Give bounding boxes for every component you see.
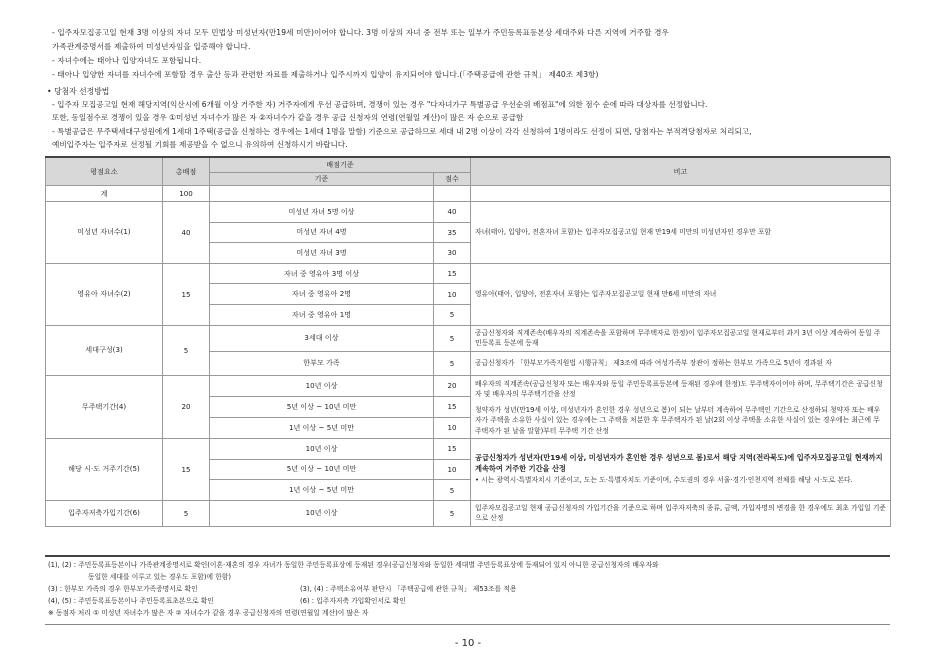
remark-paragraph-1: 배우자의 직계존속(공급신청자 또는 배우자와 동일 주민등록표등본에 등재된 경우에 한정)도 무주택자이어야 하며, 무주택기간은 공급신청자 및 배우자의 무주택기간을 산정 xyxy=(475,379,883,399)
total-cell: 20 xyxy=(163,375,210,439)
total-value: 100 xyxy=(163,186,210,202)
table-row xyxy=(46,375,891,396)
remark-cell: 공급신청자와 직계존속(배우자의 직계존속을 포함하며 무주택자로 한정)이 입주자모집공고일 현재로부터 과거 3년 이상 계속하여 동일 주민등록표 등본에 등재 xyxy=(471,325,891,351)
header-criteria-group: 배점기준 xyxy=(210,158,471,173)
intro-line-4: - 태아나 입양한 자녀를 자녀수에 포함할 경우 출산 등과 관련한 자료를 제출하거나 입주시까지 입양이 유지되어야 합니다.(「주택공급에 관한 규칙」 제40조 제3항) xyxy=(52,70,599,79)
remark-cell xyxy=(471,439,891,501)
criteria-cell: 자녀 중 영유아 3명 이상 xyxy=(210,263,434,284)
table-row-total xyxy=(46,186,891,202)
total-cell: 15 xyxy=(163,439,210,501)
table-top-border xyxy=(45,156,890,158)
score-cell: 5 xyxy=(434,480,471,501)
score-cell: 5 xyxy=(434,325,471,351)
selection-line-3: - 특별공급은 무주택세대구성원에게 1세대 1주택(공급을 신청하는 경우에는 1세대 1명을 말함) 기준으로 공급하므로 세대 내 2명 이상이 각각 신청하여 1명이라도 선정이 되면, 당첨자는 부적격당첨자로 처리되고, xyxy=(52,127,752,136)
footnote-3a: (4), (5) : 주민등록표등본이나 주민등록표초본으로 확인 xyxy=(48,597,214,605)
criteria-cell: 10년 이상 xyxy=(210,500,434,526)
remark-bold: 공급신청자가 성년자(만19세 이상, 미성년자가 혼인한 경우 성년으로 봄)로서 해당 지역(전라북도)에 입주자모집공고일 현재까지 계속하여 거주한 기간을 산정 xyxy=(475,453,883,473)
remark-cell: 자녀(태아, 입양아, 전혼자녀 포함)는 입주자모집공고일 현재 만19세 미만의 미성년자인 경우만 포함 xyxy=(471,202,891,264)
header-criteria: 기준 xyxy=(210,173,434,186)
score-cell: 5 xyxy=(434,304,471,325)
criteria-cell: 10년 이상 xyxy=(210,375,434,396)
priority-score-table xyxy=(45,157,891,527)
table-bottom-border xyxy=(45,555,890,557)
criteria-cell: 1년 이상 ~ 5년 미만 xyxy=(210,480,434,501)
remark-cell xyxy=(471,375,891,439)
selection-line-4: 예비입주자는 입주자로 선정될 기회를 제공받을 수 없으니 유의하여 신청하시기 바랍니다. xyxy=(52,140,348,149)
selection-line-2: 또한, 동일점수로 경쟁이 있을 경우 ①미성년 자녀수가 많은 자 ②자녀수가 같을 경우 공급 신청자의 연령(연월일 계산)이 많은 자 순으로 공급함 xyxy=(52,113,524,122)
page-number: - 10 - xyxy=(454,638,482,649)
total-cell: 5 xyxy=(163,500,210,526)
header-total: 총배점 xyxy=(163,158,210,186)
header-factor: 평점요소 xyxy=(46,158,163,186)
score-cell: 15 xyxy=(434,396,471,417)
criteria-cell: 5년 이상 ~ 10년 미만 xyxy=(210,396,434,417)
total-cell: 40 xyxy=(163,202,210,264)
score-cell: 35 xyxy=(434,222,471,243)
header-remarks: 비고 xyxy=(471,158,891,186)
intro-line-1: - 입주자모집공고일 현재 3명 이상의 자녀 모두 민법상 미성년자(만19세 미만)이어야 합니다. 3명 이상의 자녀 중 전부 또는 일부가 주민등록표등본상 세대주와 다른 지역에 거주할 경우 xyxy=(52,28,669,37)
score-cell: 20 xyxy=(434,375,471,396)
score-cell: 40 xyxy=(434,202,471,223)
footnote-4: ※ 동점자 처리 ① 미성년 자녀수가 많은 자 ② 자녀수가 같을 경우 공급신청자의 연령(연월일 계산)이 많은 자 xyxy=(48,609,369,617)
table-row xyxy=(46,325,891,351)
footnote-2a: (3) : 한부모 가족의 경우 한부모가족증명서로 확인 xyxy=(48,585,198,593)
footnote-1b: 동일한 세대를 이루고 있는 경우도 포함)에 한함) xyxy=(88,573,232,581)
factor-cell: 입주자저축가입기간(6) xyxy=(46,500,163,526)
factor-cell: 해당 시·도 거주기간(5) xyxy=(46,439,163,501)
criteria-cell: 미성년 자녀 3명 xyxy=(210,243,434,264)
factor-cell: 무주택기간(4) xyxy=(46,375,163,439)
factor-cell: 미성년 자녀수(1) xyxy=(46,202,163,264)
criteria-cell: 자녀 중 영유아 1명 xyxy=(210,304,434,325)
remark-sub: • 시는 광역시·특별자치시 기준이고, 도는 도·특별자치도 기준이며, 수도권의 경우 서울·경기·인천지역 전체를 해당 시·도로 본다. xyxy=(475,476,853,485)
criteria-cell: 3세대 이상 xyxy=(210,325,434,351)
remark-cell: 영유아(태아, 입양아, 전혼자녀 포함)는 입주자모집공고일 현재 만6세 미만의 자녀 xyxy=(471,263,891,325)
selection-line-1: - 입주자 모집공고일 현재 해당지역(익산시에 6개월 이상 거주한 자) 거주자에게 우선 공급하며, 경쟁이 있는 경우 "다자녀가구 특별공급 우선순위 배점표"에 의한 점수 순에 따라 대상자를 선정합니다. xyxy=(52,100,708,109)
intro-line-2: 가족관계증명서를 제출하여 미성년자임을 입증해야 합니다. xyxy=(52,42,251,51)
score-cell: 15 xyxy=(434,263,471,284)
criteria-cell: 10년 이상 xyxy=(210,439,434,460)
total-cell: 15 xyxy=(163,263,210,325)
header-score: 점수 xyxy=(434,173,471,186)
table-row xyxy=(46,500,891,526)
score-cell: 30 xyxy=(434,243,471,264)
criteria-cell: 한부모 가족 xyxy=(210,351,434,375)
criteria-cell: 1년 이상 ~ 5년 미만 xyxy=(210,417,434,438)
score-cell: 5 xyxy=(434,351,471,375)
total-label: 계 xyxy=(46,186,163,202)
footnote-3b: (6) : 입주자저축 가입확인서로 확인 xyxy=(300,597,406,605)
criteria-cell: 5년 이상 ~ 10년 미만 xyxy=(210,459,434,480)
factor-cell: 세대구성(3) xyxy=(46,325,163,375)
table-row xyxy=(46,202,891,223)
footnote-1: (1), (2) : 주민등록표등본이나 가족관계증명서로 확인(이혼·재혼의 경우 자녀가 동일한 주민등록표상에 등재된 경우(공급신청자와 동일한 세대별 주민등록표상에 등재되어 있지 아니한 공급신청자의 배우자와 xyxy=(48,561,659,569)
selection-heading: • 당첨자 선정방법 xyxy=(47,87,110,96)
remark-cell: 공급신청자가 「한부모가족지원법 시행규칙」 제3조에 따라 여성가족부 장관이 정하는 한부모 가족으로 5년이 경과된 자 xyxy=(471,351,891,375)
remark-cell: 입주자모집공고일 현재 공급신청자의 가입기간을 기준으로 하며 입주자저축의 종류, 금액, 가입자명의 변경을 한 경우에도 최초 가입일 기준으로 산정 xyxy=(471,500,891,526)
remark-paragraph-2: 청약자가 성년(만19세 이상, 미성년자가 혼인한 경우 성년으로 봄)이 되는 날부터 계속하여 무주택인 기간으로 산정하되 청약자 또는 배우자가 주택을 소유한 사실이 있는 경우에는 그 주택을 처분한 후 무주택자가 된 날(2회 이상 주택을 소유한 사실이 있는 경우에는 최근에 무주택자가 된 날을 말함)부터 무주택 기간 산정 xyxy=(475,405,881,435)
score-cell: 5 xyxy=(434,500,471,526)
table-row xyxy=(46,263,891,284)
factor-cell: 영유아 자녀수(2) xyxy=(46,263,163,325)
score-cell: 10 xyxy=(434,284,471,305)
criteria-cell: 미성년 자녀 4명 xyxy=(210,222,434,243)
score-cell: 15 xyxy=(434,439,471,460)
footnote-2b: (3), (4) : 주택소유여부 판단시 「주택공급에 관한 규칙」 제53조를 적용 xyxy=(300,585,517,593)
criteria-cell: 미성년 자녀 5명 이상 xyxy=(210,202,434,223)
intro-line-3: - 자녀수에는 태아나 입양자녀도 포함됩니다. xyxy=(52,56,202,65)
table-row xyxy=(46,439,891,460)
score-cell: 10 xyxy=(434,459,471,480)
total-cell: 5 xyxy=(163,325,210,375)
criteria-cell: 자녀 중 영유아 2명 xyxy=(210,284,434,305)
score-cell: 10 xyxy=(434,417,471,438)
footer-rule xyxy=(45,624,890,625)
